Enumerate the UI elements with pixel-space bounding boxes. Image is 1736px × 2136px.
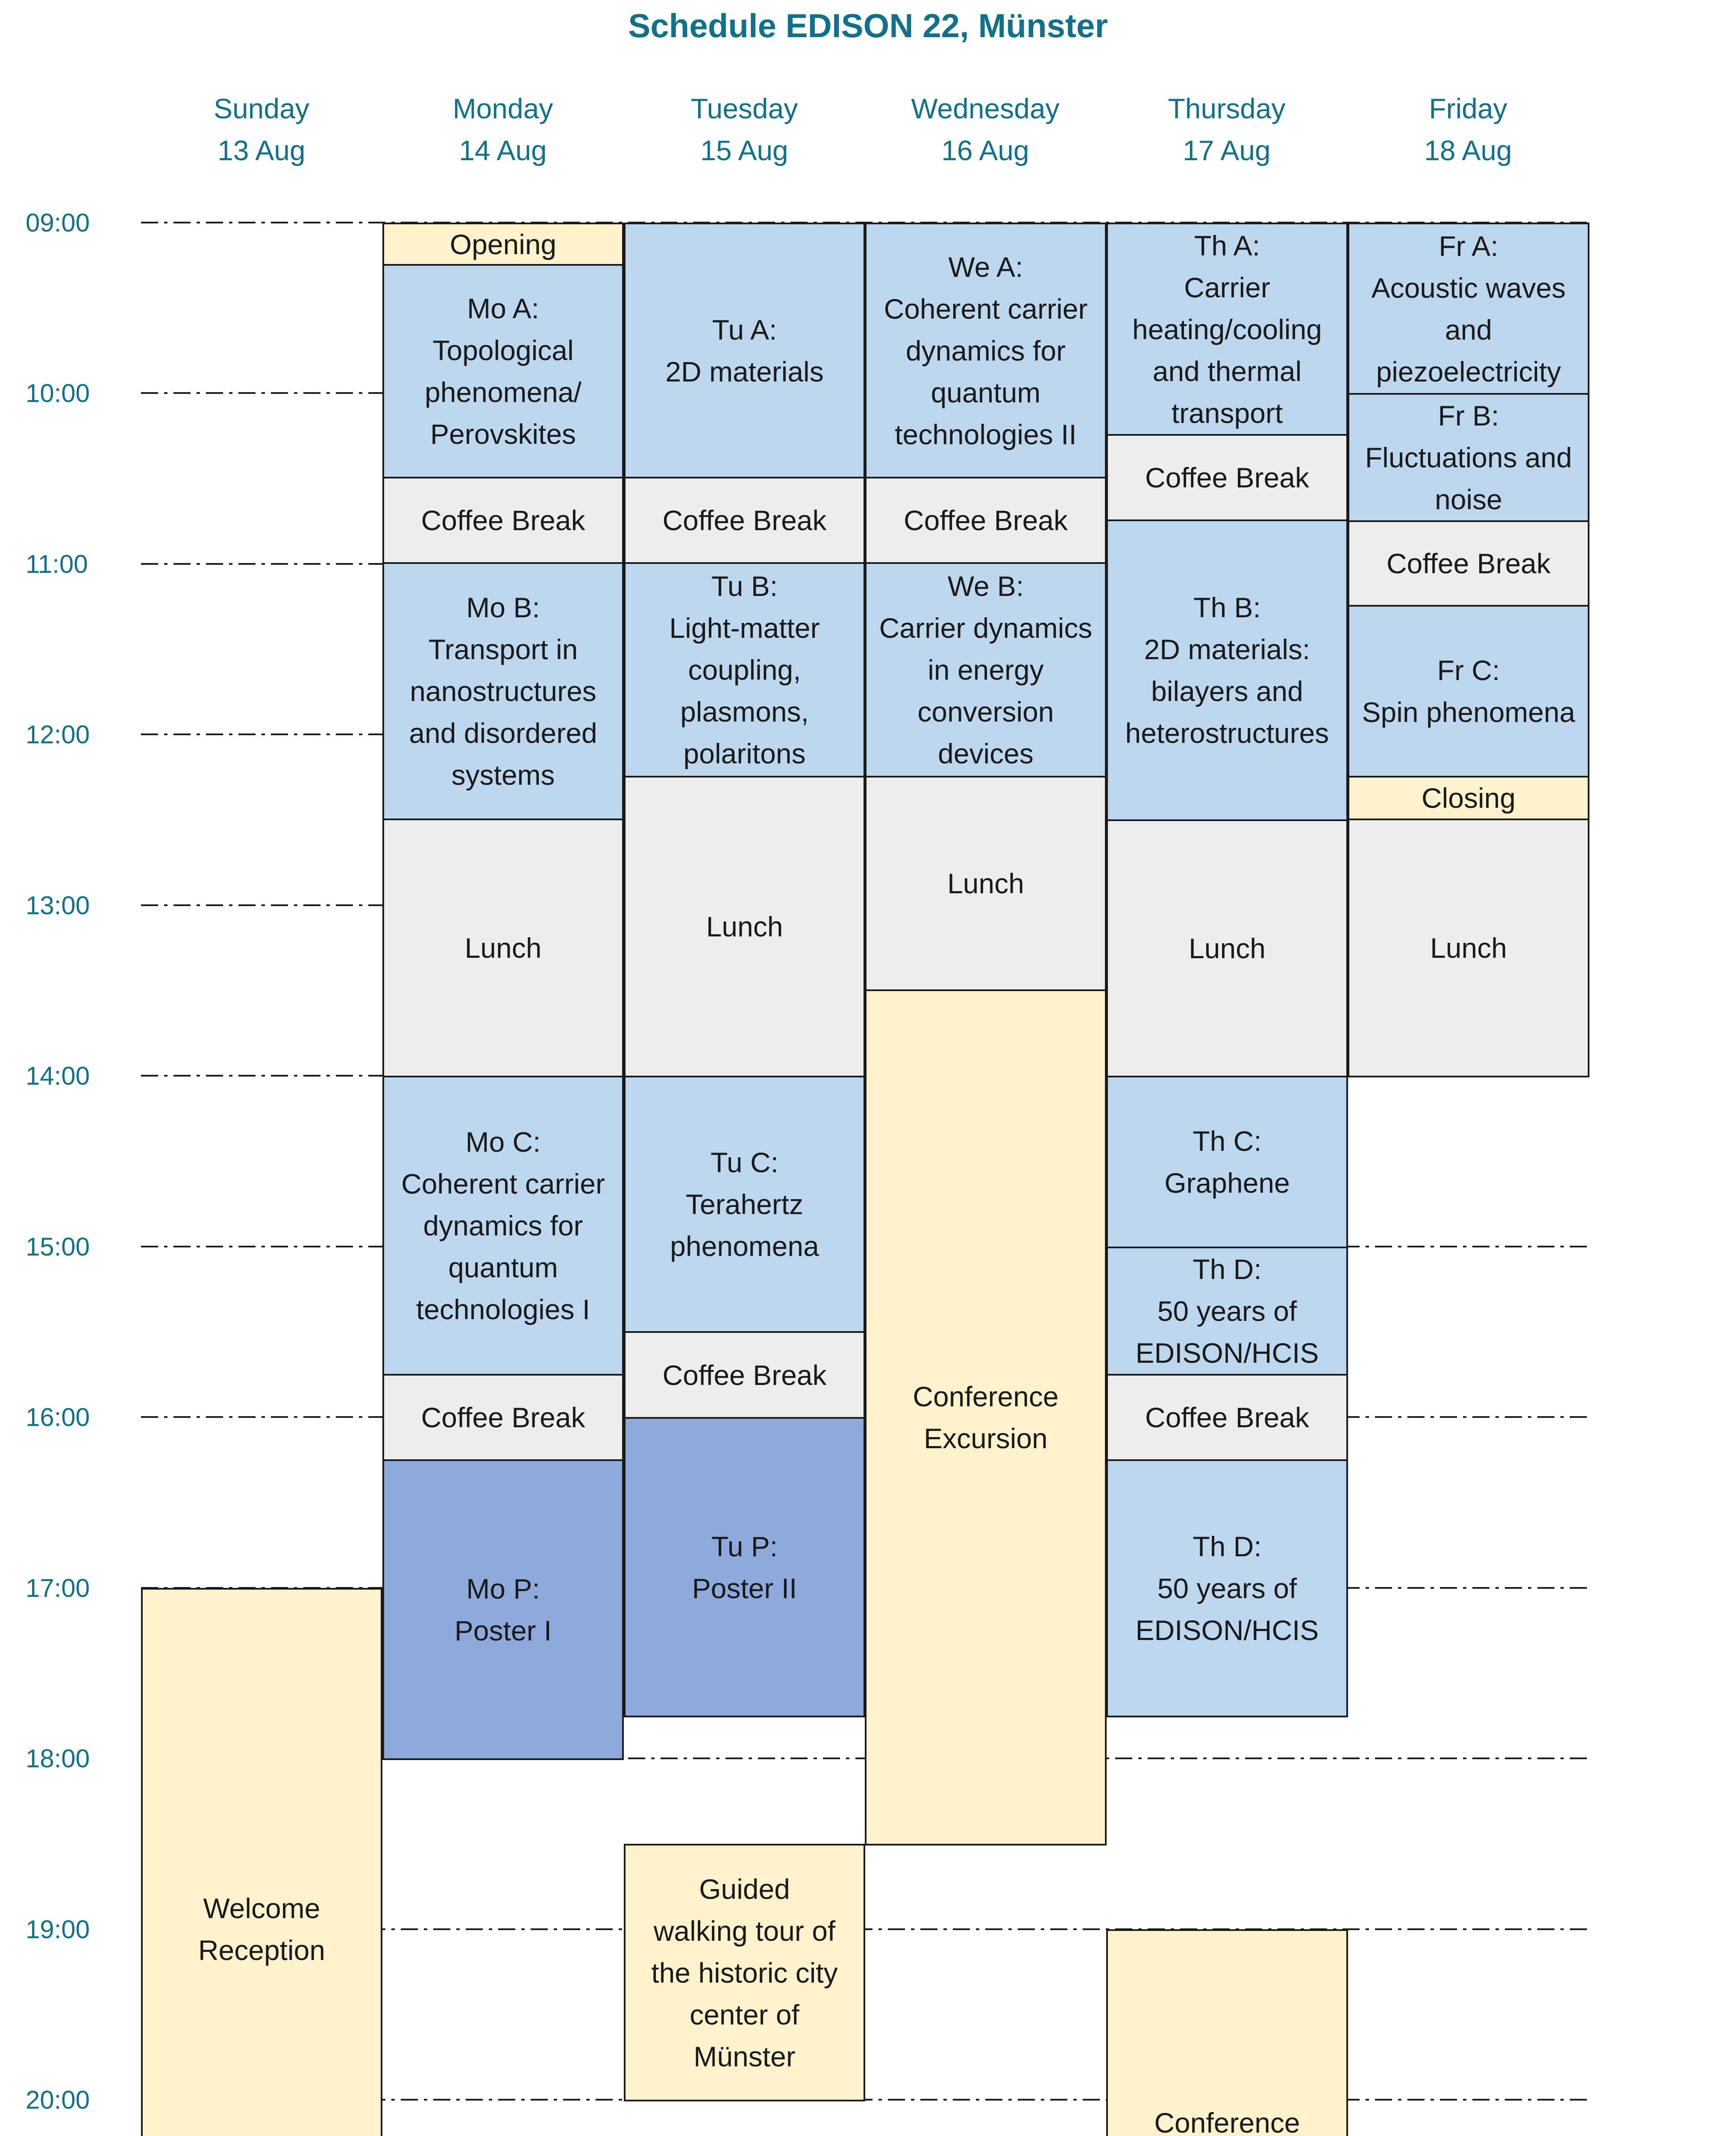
time-label: 17:00: [26, 1573, 90, 1602]
event-conference-excursion: Conference Excursion: [865, 989, 1107, 1846]
coffee-break: Coffee Break: [382, 1374, 624, 1461]
time-label: 15:00: [26, 1232, 90, 1261]
session-fr-a: Fr A: Acoustic waves and piezoelectricity: [1348, 223, 1589, 395]
session-th-d: Th D: 50 years of EDISON/HCIS: [1106, 1459, 1348, 1717]
page-title: Schedule EDISON 22, Münster: [628, 6, 1108, 44]
event-closing: Closing: [1348, 776, 1589, 820]
time-label: 10:00: [26, 378, 90, 408]
session-th-a: Th A: Carrier heating/cooling and thermal transport: [1106, 223, 1348, 436]
day-name: Sunday: [214, 93, 309, 124]
session-mo-b: Mo B: Transport in nanostructures and disordered systems: [382, 562, 624, 820]
coffee-break: Coffee Break: [624, 477, 865, 564]
session-th-d: Th D: 50 years of EDISON/HCIS: [1106, 1247, 1348, 1376]
session-fr-b: Fr B: Fluctuations and noise: [1348, 393, 1589, 522]
session-tu-a: Tu A: 2D materials: [624, 223, 865, 478]
coffee-break: Coffee Break: [382, 477, 624, 564]
time-label: 09:00: [26, 208, 90, 237]
time-label: 19:00: [26, 1915, 90, 1944]
day-name: Wednesday: [911, 93, 1060, 124]
time-label: 20:00: [26, 2085, 90, 2114]
day-date: 17 Aug: [1183, 135, 1271, 166]
time-label: 13:00: [26, 891, 90, 920]
session-tu-b: Tu B: Light-matter coupling, plasmons, polaritons: [624, 562, 865, 778]
session-we-a: We A: Coherent carrier dynamics for quantum technologies II: [865, 223, 1107, 478]
day-date: 16 Aug: [941, 135, 1029, 166]
event-welcome-reception: Welcome Reception: [141, 1588, 382, 2136]
session-mo-a: Mo A: Topological phenomena/ Perovskites: [382, 264, 624, 478]
lunch-break: Lunch: [865, 776, 1107, 991]
time-label: 14:00: [26, 1061, 90, 1090]
day-date: 15 Aug: [700, 135, 788, 166]
time-label: 12:00: [26, 720, 90, 749]
coffee-break: Coffee Break: [624, 1331, 865, 1419]
coffee-break: Coffee Break: [1106, 1374, 1348, 1461]
session-th-b: Th B: 2D materials: bilayers and heterostructures: [1106, 519, 1348, 821]
poster-session-tu-p: Tu P: Poster II: [624, 1417, 865, 1717]
lunch-break: Lunch: [382, 819, 624, 1077]
day-name: Tuesday: [690, 93, 798, 124]
time-label: 11:00: [26, 549, 88, 578]
event-guided-walking-tour: Guided walking tour of the historic city center of Münster: [624, 1844, 865, 2101]
day-name: Monday: [452, 93, 553, 124]
coffee-break: Coffee Break: [1348, 520, 1589, 607]
coffee-break: Coffee Break: [865, 477, 1107, 564]
lunch-break: Lunch: [1106, 819, 1348, 1077]
session-fr-c: Fr C: Spin phenomena: [1348, 605, 1589, 778]
day-name: Thursday: [1168, 93, 1286, 124]
event-opening: Opening: [382, 223, 624, 266]
event-conference-dinner: Conference: [1106, 1929, 1348, 2136]
poster-session-mo-p: Mo P: Poster I: [382, 1459, 624, 1760]
day-date: 18 Aug: [1424, 135, 1512, 166]
time-label: 18:00: [26, 1744, 90, 1773]
day-date: 13 Aug: [217, 135, 305, 166]
session-mo-c: Mo C: Coherent carrier dynamics for quantum technologies I: [382, 1076, 624, 1376]
coffee-break: Coffee Break: [1106, 434, 1348, 521]
session-we-b: We B: Carrier dynamics in energy conversion devices: [865, 562, 1107, 778]
day-name: Friday: [1429, 93, 1507, 124]
session-tu-c: Tu C: Terahertz phenomena: [624, 1076, 865, 1333]
session-th-c: Th C: Graphene: [1106, 1076, 1348, 1248]
lunch-break: Lunch: [1348, 819, 1589, 1077]
lunch-break: Lunch: [624, 776, 865, 1077]
day-date: 14 Aug: [459, 135, 547, 166]
time-label: 16:00: [26, 1402, 90, 1432]
